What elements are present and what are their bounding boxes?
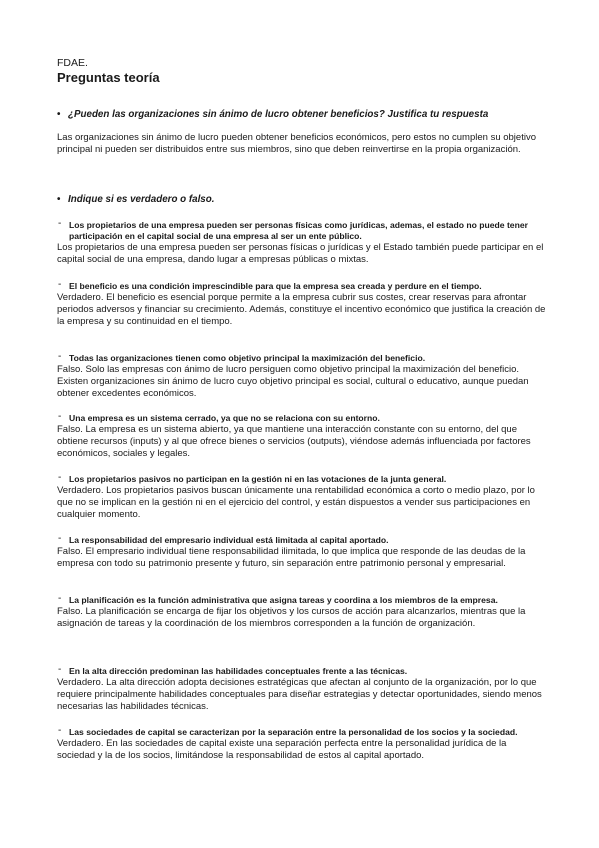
dash-icon: - [58, 351, 62, 362]
dash-icon: - [58, 533, 62, 544]
bullet-icon: • [57, 194, 61, 205]
question-heading [57, 109, 557, 120]
tf-item [57, 220, 547, 266]
tf-statement-text: Los propietarios pasivos no participan en la gestión ni en las votaciones de la junta general. [69, 474, 447, 484]
dash-icon: - [58, 664, 62, 675]
subject-label: FDAE. [57, 57, 88, 69]
dash-icon: - [58, 725, 62, 736]
dash-icon: - [58, 472, 62, 483]
tf-statement [57, 281, 547, 292]
tf-statement-text: El beneficio es una condición imprescindible para que la empresa sea creada y perdure en el tiempo. [69, 281, 482, 291]
tf-statement [57, 727, 547, 738]
tf-item [57, 281, 547, 328]
tf-statement [57, 353, 547, 364]
true-false-heading [57, 194, 214, 205]
dash-icon: - [58, 218, 62, 229]
question-answer: Las organizaciones sin ánimo de lucro pueden obtener beneficios económicos, pero estos no cumplen su objetivo principal ni pueden ser distribuidos entre sus miembros, sino que deben reinvertirse en la propia organización. [57, 132, 536, 156]
tf-item [57, 535, 547, 570]
tf-answer: Verdadero. En las sociedades de capital existe una separación perfecta entre la personalidad jurídica de la sociedad y la de los socios, limitándose la responsabilidad de estos al capital aportado. [57, 737, 507, 761]
tf-item [57, 474, 547, 521]
tf-statement [57, 535, 547, 546]
tf-statement [57, 474, 547, 485]
dash-icon: - [58, 593, 62, 604]
dash-icon: - [58, 279, 62, 290]
tf-item [57, 353, 547, 400]
tf-answer: Verdadero. La alta dirección adopta decisiones estratégicas que afectan al conjunto de la organización, por lo que requiere principalmente habilidades conceptuales para diseñar estrategias y detectar oportunidades, siendo menos necesarias las habilidades técnicas. [57, 676, 542, 713]
tf-statement [57, 666, 547, 677]
tf-item [57, 727, 547, 762]
tf-answer: Falso. El empresario individual tiene responsabilidad ilimitada, lo que implica que responde de las deudas de la empresa con todo su patrimonio presente y futuro, sin separación entre patrimonio personal y empresarial. [57, 545, 526, 569]
tf-statement-text: Las sociedades de capital se caracterizan por la separación entre la personalidad de los socios y la sociedad. [69, 727, 518, 737]
tf-statement-text: Una empresa es un sistema cerrado, ya que no se relaciona con su entorno. [69, 413, 380, 423]
tf-answer: Verdadero. Los propietarios pasivos buscan únicamente una rentabilidad económica a corto o medio plazo, por lo que no se implican en la gestión ni en el ejercicio del control, y están dispuestos a vender sus participaciones en cualquier momento. [57, 484, 535, 521]
tf-item [57, 413, 547, 460]
tf-statement-text: La responsabilidad del empresario individual está limitada al capital aportado. [69, 535, 389, 545]
tf-answer: Falso. Solo las empresas con ánimo de lucro persiguen como objetivo principal la maximización del beneficio. Existen organizaciones sin ánimo de lucro cuyo objetivo principal es social, cultural o educativo, aunque puedan obtener excedentes económicos. [57, 363, 529, 400]
bullet-icon: • [57, 109, 61, 120]
question-text: ¿Pueden las organizaciones sin ánimo de lucro obtener beneficios? Justifica tu respuesta [68, 109, 489, 120]
tf-answer: Falso. La planificación se encarga de fijar los objetivos y los cursos de acción para alcanzarlos, mientras que la asignación de tareas y la coordinación de los miembros corresponden a la función de organización. [57, 605, 526, 629]
tf-item [57, 595, 547, 630]
tf-statement-text: Todas las organizaciones tienen como objetivo principal la maximización del beneficio. [69, 353, 426, 363]
tf-statement-text: Los propietarios de una empresa pueden ser personas físicas como jurídicas, ademas, el estado no puede tener participación en el capital social de una empresa al ser un ente público. [69, 220, 528, 241]
tf-statement-text: En la alta dirección predominan las habilidades conceptuales frente a las técnicas. [69, 666, 408, 676]
tf-statement [57, 595, 547, 606]
tf-answer: Los propietarios de una empresa pueden ser personas físicas o jurídicas y el Estado también puede participar en el capital social de una empresa, dando lugar a empresas públicas o mixtas. [57, 241, 544, 265]
tf-answer: Falso. La empresa es un sistema abierto, ya que mantiene una interacción constante con su entorno, del que obtiene recursos (inputs) y al que ofrece bienes o servicios (outputs), viéndose además influenciada por factores económicos, sociales y legales. [57, 423, 531, 460]
page-title: Preguntas teoría [57, 70, 160, 85]
dash-icon: - [58, 411, 62, 422]
tf-item [57, 666, 547, 713]
tf-statement-text: La planificación es la función administrativa que asigna tareas y coordina a los miembros de la empresa. [69, 595, 498, 605]
tf-statement [57, 220, 547, 242]
tf-statement [57, 413, 547, 424]
tf-answer: Verdadero. El beneficio es esencial porque permite a la empresa cubrir sus costes, crear reservas para afrontar periodos adversos y financiar su crecimiento. Además, constituye el incentivo económico que justifica la creación de la empresa y su continuidad en el tiempo. [57, 291, 546, 328]
question-text: Indique si es verdadero o falso. [68, 194, 215, 205]
